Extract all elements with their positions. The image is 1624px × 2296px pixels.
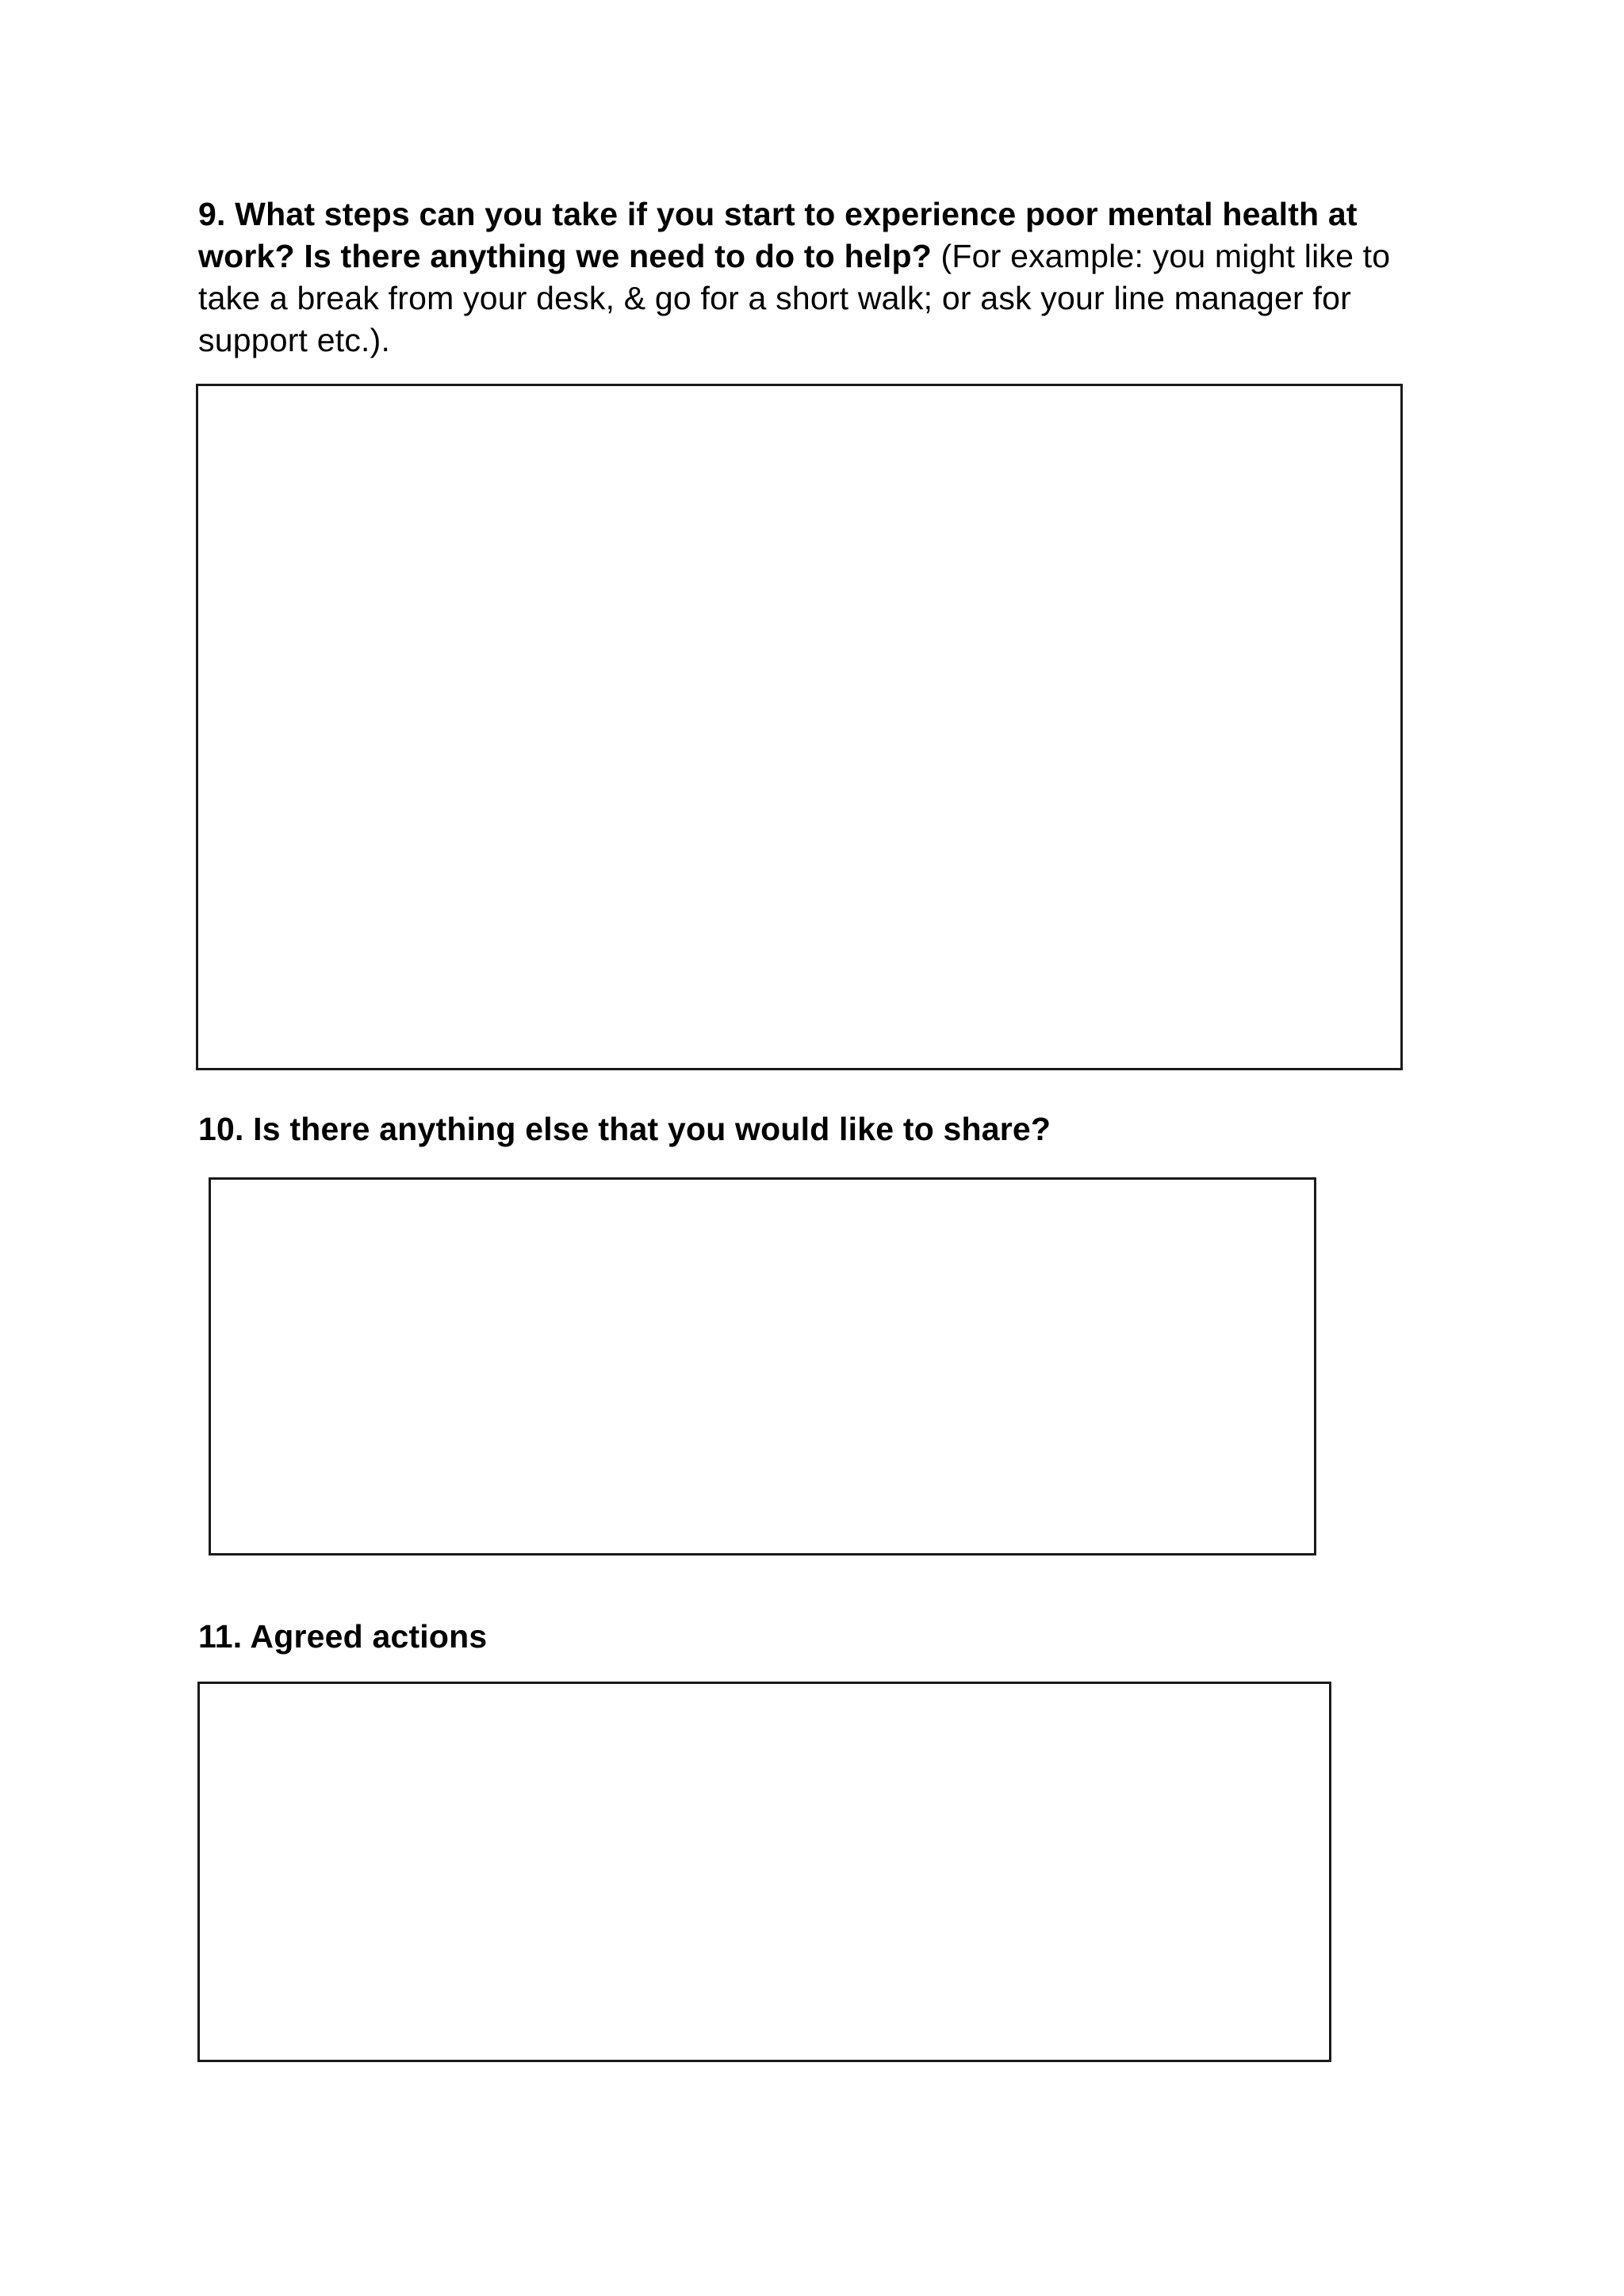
- answer-box-question-10[interactable]: [209, 1177, 1316, 1556]
- answer-box-question-9[interactable]: [196, 384, 1403, 1070]
- question-9-example: (For example: you might like to take a break from your desk, & go for a short walk; or ask your line manager for support etc.).: [198, 238, 1391, 358]
- question-10: [198, 1108, 1419, 1150]
- question-10-title: 10. Is there anything else that you would like to share?: [198, 1111, 1051, 1147]
- question-11-title: 11. Agreed actions: [198, 1618, 488, 1655]
- question-9-title: 9. What steps can you take if you start to experience poor mental health at work? Is there anything we need to do to help?: [198, 196, 1358, 274]
- question-9: [198, 193, 1419, 362]
- answer-box-question-11[interactable]: [197, 1682, 1331, 2062]
- question-11: [198, 1616, 1419, 1658]
